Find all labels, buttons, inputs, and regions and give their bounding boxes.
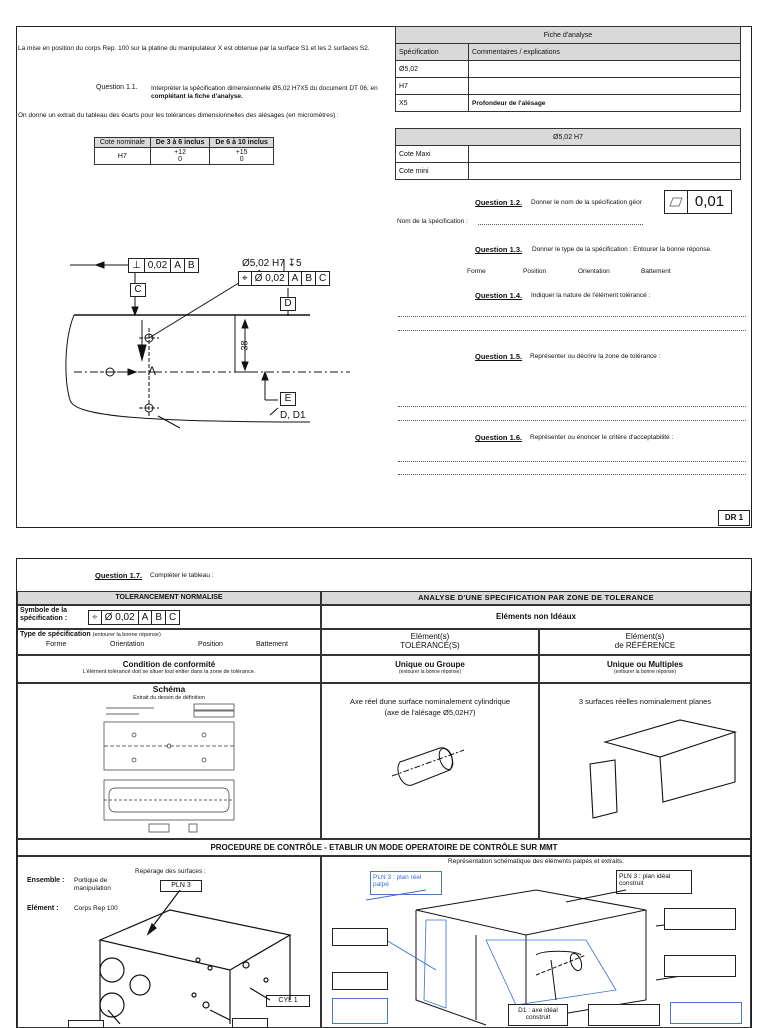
element-label: Elément : — [27, 905, 59, 912]
cote-mini-label: Cote mini — [396, 163, 469, 180]
symbole-label: Symbole de la spécification : — [20, 607, 68, 622]
q16-label: Question 1.6. — [475, 433, 523, 442]
row-h7-label: H7 — [95, 148, 151, 165]
procedure-header: PROCEDURE DE CONTRÔLE - ETABLIR UN MODE OPERATOIRE DE CONTRÔLE SUR MMT — [17, 839, 751, 856]
datum-dd1-label: D, D1 — [280, 410, 306, 421]
condition-title: Condition de conformité — [122, 660, 216, 669]
cell-3-6-lower: 0 — [178, 156, 182, 163]
elem-ref-line2: de RÉFÉRENCE — [614, 640, 676, 650]
type-hint: (entourer la bonne réponse) — [92, 632, 161, 638]
q13-label: Question 1.3. — [475, 245, 523, 254]
pln3-ideal-text: PLN 3 : plan idéal construit — [619, 873, 671, 887]
q12-text: Donner le nom de la spécification géor — [531, 199, 642, 206]
d1-axe-tag — [508, 1004, 568, 1026]
type-option-battement[interactable]: Battement — [256, 641, 288, 648]
intro-text: La mise en position du corps Rep. 100 sur la platine du manipulateur X est obtenue par la surface S1 et les 2 surfaces S2. — [18, 45, 370, 52]
q11-bold: complétant la fiche d'analyse. — [151, 93, 243, 101]
cyl1-tag: CYL 1 — [266, 995, 310, 1007]
blank-tag-mid[interactable] — [232, 1018, 268, 1028]
symbole-datum-b: B — [152, 611, 166, 624]
cote-mini-value[interactable] — [469, 163, 741, 180]
fiche-spec-1: H7 — [396, 78, 469, 95]
q11-label: Question 1.1. — [96, 84, 138, 91]
th-cote-nominale: Cote nominale — [95, 138, 151, 148]
blank-tag-r5[interactable] — [332, 998, 388, 1024]
flatness-icon — [665, 191, 688, 213]
unique-groupe-hint: (entourer la bonne réponse) — [399, 669, 461, 675]
q11-text — [151, 85, 381, 101]
elem-tol-line2: TOLÉRANCÉ(S) — [400, 640, 460, 650]
elem-tol-line1: Elément(s) — [410, 632, 450, 641]
fcf-pos-datum-b: B — [302, 272, 316, 285]
datum-a-label: A — [148, 364, 157, 378]
axe-text: Axe réel dune surface nominalement cylindrique — [349, 697, 511, 706]
type-option-orientation[interactable]: Orientation — [110, 641, 145, 648]
blank-tag-r3[interactable] — [664, 908, 736, 930]
axe-text-2: (axe de l'alésage Ø5,02H7) — [384, 708, 476, 717]
position-icon: ⌖ — [89, 611, 102, 624]
type-option-forme[interactable]: Forme — [46, 641, 67, 648]
q11-body: Interpréter la spécification dimensionnelle Ø5,02 H7X5 du document DT 06, en — [151, 85, 378, 92]
blank-tag-r4[interactable] — [664, 955, 736, 977]
type-option-position[interactable]: Position — [198, 641, 223, 648]
q13-option-position[interactable]: Position — [523, 268, 547, 275]
cote-title: Ø5,02 H7 — [396, 129, 741, 146]
perpendicularity-icon: ⊥ — [129, 259, 145, 272]
datum-d-box: D — [280, 297, 296, 311]
symbole-fcf — [88, 610, 180, 625]
unique-groupe-cell — [321, 655, 539, 683]
datum-c-box: C — [130, 283, 146, 297]
type-label: Type de spécification — [20, 631, 91, 638]
part-sketch — [60, 890, 310, 1024]
fcf-perpendicularity — [128, 258, 199, 273]
q15-line-2[interactable] — [398, 420, 746, 421]
schema-title: Schéma — [152, 684, 186, 694]
cell-3-6-upper: +12 — [174, 149, 186, 156]
blank-tag-r6[interactable] — [588, 1004, 660, 1026]
q14-line-2[interactable] — [398, 330, 746, 331]
dr-label: DR 1 — [718, 510, 750, 526]
q17-label: Question 1.7. — [95, 571, 143, 580]
fiche-comment-0[interactable] — [469, 61, 741, 78]
q12-label: Question 1.2. — [475, 198, 523, 207]
cell-3-6 — [150, 148, 210, 165]
elem-ref-cell — [539, 629, 751, 655]
reperage-text: Repérage des surfaces : — [135, 868, 206, 875]
q16-line-1[interactable] — [398, 461, 746, 462]
fiche-spec-0: Ø5,02 — [396, 61, 469, 78]
fcf-position — [238, 271, 330, 286]
flatness-fcf — [664, 190, 732, 214]
elem-tol-cell — [321, 629, 539, 655]
datum-e-box: E — [280, 392, 296, 406]
technical-drawing — [60, 250, 390, 440]
unique-multiples-cell — [539, 655, 751, 683]
cote-table — [395, 128, 741, 180]
unique-groupe[interactable]: Unique ou Groupe — [395, 660, 465, 669]
fcf-pos-datum-a: A — [289, 272, 303, 285]
q13-text: Donner le type de la spécification : Entourer la bonne réponse. — [532, 246, 712, 253]
dim-38: 38 — [239, 340, 250, 351]
cell-6-10 — [210, 148, 274, 165]
planes-sketch — [585, 712, 745, 832]
q15-line-1[interactable] — [398, 406, 746, 407]
surfaces-text: 3 surfaces réelles nominalement planes — [578, 697, 712, 706]
th-3-6: De 3 à 6 inclus — [150, 138, 210, 148]
cote-maxi-label: Cote Maxi — [396, 146, 469, 163]
rep-schema-text: Représentation schématique des éléments palpés et extraits. — [448, 858, 624, 865]
blank-tag-r1[interactable] — [332, 928, 388, 946]
symbole-datum-c: C — [169, 612, 177, 623]
q17-text: Compléter le tableau : — [150, 572, 214, 579]
condition-cell — [17, 655, 321, 683]
th-6-10: De 6 à 10 inclus — [210, 138, 274, 148]
pln3-palpe-tag: PLN 3 : plan réel palpé — [370, 871, 442, 895]
q16-line-2[interactable] — [398, 474, 746, 475]
flatness-value: 0,01 — [694, 193, 725, 210]
elem-ref-line1: Elément(s) — [625, 632, 665, 641]
fiche-comment-1[interactable] — [469, 78, 741, 95]
blank-tag-left[interactable] — [68, 1020, 104, 1028]
q14-label: Question 1.4. — [475, 291, 523, 300]
dim-label: Ø5,02 H7 ↧5 — [242, 258, 302, 269]
non-ideaux-cell: Eléments non Idéaux — [321, 605, 751, 629]
cell-6-10-lower: 0 — [239, 156, 244, 163]
fiche-analyse-table — [395, 26, 741, 112]
cylinder-sketch — [392, 740, 472, 800]
fiche-spec-2: X5 — [396, 95, 469, 112]
fiche-col1-header: Spécification — [396, 44, 469, 61]
q13-option-battement[interactable]: Battement — [641, 268, 671, 275]
unique-multiples[interactable]: Unique ou Multiples — [607, 660, 683, 669]
position-icon: ⌖ — [239, 272, 252, 285]
right-header: ANALYSE D'UNE SPECIFICATION PAR ZONE DE TOLERANCE — [321, 591, 751, 605]
fiche-title: Fiche d'analyse — [396, 27, 741, 44]
condition-text: L'élément tolérancé doit se situer tout entier dans la zone de tolérance. — [82, 669, 256, 675]
q13-option-forme[interactable]: Forme — [467, 268, 486, 275]
left-header: TOLERANCEMENT NORMALISE — [17, 591, 321, 605]
q15-text: Représenter ou décrire la zone de tolérance : — [530, 353, 661, 360]
extract-text: On donne un extrait du tableau des écarts pour les tolérances dimensionnelles des alésages (en micromètres) : — [18, 112, 339, 119]
element-value: Corps Rep 100 — [74, 905, 118, 912]
fiche-comment-2[interactable]: Profondeur de l'alésage — [469, 95, 741, 112]
blank-tag-r2[interactable] — [332, 972, 388, 990]
q14-line-1[interactable] — [398, 316, 746, 317]
schema-subtitle: Extrait du dessin de définition — [133, 695, 205, 701]
type-label-line — [20, 631, 161, 640]
schema-drawing — [94, 702, 244, 837]
blank-tag-r7[interactable] — [670, 1002, 742, 1024]
cell-6-10-upper: +15 — [235, 149, 248, 156]
fcf-top-value: 0,02 — [145, 259, 171, 272]
d1-axe-text: D1 : axe idéal construit — [518, 1007, 558, 1021]
symbole-datum-a: A — [139, 611, 153, 624]
pln3-tag: PLN 3 — [160, 880, 202, 892]
tolerance-table — [94, 137, 274, 165]
q16-text: Représenter ou énoncer le critère d'acceptabilité : — [530, 434, 674, 441]
q12-name-line[interactable] — [478, 224, 643, 225]
symbole-value: Ø 0,02 — [102, 611, 139, 624]
fcf-pos-datum-c: C — [319, 273, 327, 284]
fiche-col2-header: Commentaires / explications — [469, 44, 741, 61]
q15-label: Question 1.5. — [475, 352, 523, 361]
ensemble-value: Portique de manipulation — [74, 877, 111, 893]
cote-maxi-value[interactable] — [469, 146, 741, 163]
ensemble-label: Ensemble : — [27, 877, 65, 884]
unique-multiples-hint: (entourer la bonne réponse) — [614, 669, 676, 675]
q14-text: Indiquer la nature de l'élément tolérancé : — [531, 292, 651, 299]
fcf-top-datum-a: A — [171, 259, 185, 272]
fcf-pos-value: Ø 0,02 — [252, 272, 289, 285]
q13-option-orientation[interactable]: Orientation — [578, 268, 610, 275]
fcf-top-datum-b: B — [187, 260, 195, 271]
q12-name-label: Nom de la spécification : — [397, 218, 468, 225]
